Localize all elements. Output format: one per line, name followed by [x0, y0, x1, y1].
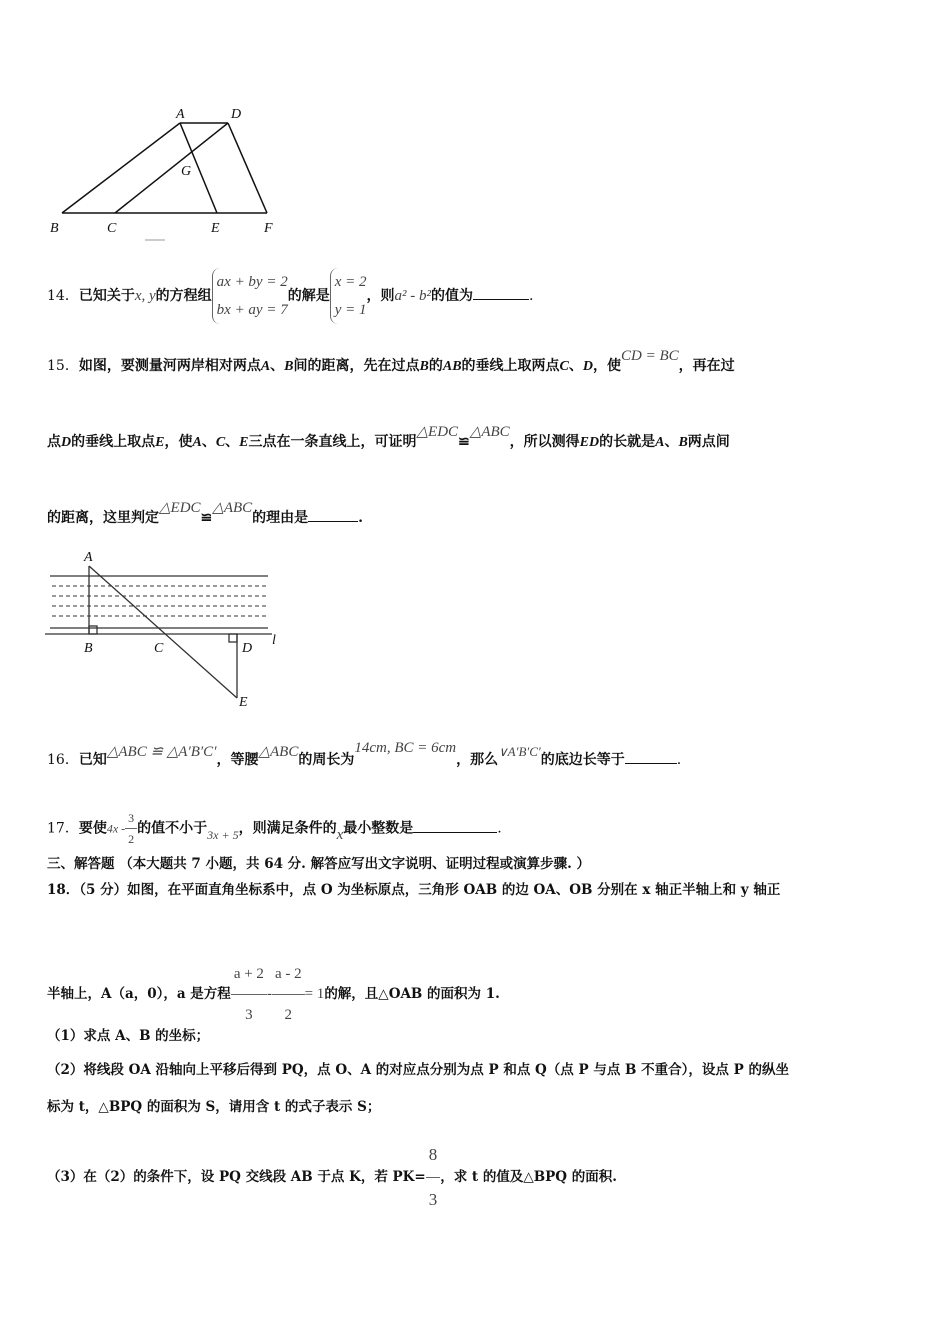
q17-expr-right: 3x + 5 [207, 827, 239, 842]
section-3-heading: 三、解答题 （本大题共 7 小题，共 64 分. 解答应写出文字说明、证明过程或演算步骤. ） [47, 856, 590, 872]
figure-river [40, 546, 290, 711]
question-18-part-1: （1）求点 A、B 的坐标； [47, 1028, 210, 1044]
label-e: E [211, 221, 220, 236]
q17-x: x [336, 826, 344, 843]
label-f: F [264, 221, 273, 236]
q14-solution: x = 2 y = 1 [330, 268, 367, 324]
q17-expr-left: 4x - [106, 821, 126, 836]
triangle-abc: △ABC [469, 424, 510, 440]
q14-expression: a² - b² [394, 288, 431, 304]
q14-vars: x, y [134, 288, 156, 304]
label-b: B [84, 641, 93, 656]
answer-blank-17 [413, 818, 497, 833]
q18-fraction-2: $\frac{a - 2}{2}$ [272, 954, 305, 1035]
label-e: E [239, 695, 248, 710]
question-15-line-1: 15．如图，要测量河两岸相对两点A、B间的距离，先在过点B的AB的垂线上取两点C、D，使CD = BC，再在过 [47, 348, 735, 374]
cd-equals-bc: CD = BC [621, 348, 679, 364]
question-18-part-2-line-2: 标为 t，△BPQ 的面积为 S，请用含 t 的式子表示 S； [47, 1099, 381, 1115]
figure-trapezoid [40, 100, 290, 245]
q14-system: ax + by = 2 bx + ay = 7 [212, 268, 288, 324]
question-18-line-1: 18．（5 分）如图，在平面直角坐标系中，点 O 为坐标原点，三角形 OAB 的边 OA、OB 分别在 x 轴正半轴上和 y 轴正 [47, 882, 781, 898]
question-14: 14．已知关于x, y的方程组ax + by = 2 bx + ay = 7的解是x = 2 y = 1，则a² - b²的值为 . [47, 268, 533, 324]
answer-blank-14 [473, 285, 529, 300]
triangle-edc-2: △EDC [159, 500, 201, 516]
q16-measures: 14cm, BC = 6cm [354, 740, 457, 756]
question-15-line-3: 的距离，这里判定△EDC≌△ABC的理由是 . [47, 500, 364, 526]
answer-blank-15 [308, 507, 358, 522]
question-18-part-2-line-1: （2）将线段 OA 沿轴向上平移后得到 PQ，点 O、A 的对应点分别为点 P 和点 Q（点 P 与点 B 不重合），设点 P 的纵坐 [47, 1062, 789, 1078]
question-17: 17．要使4x - $\frac{3}{2}$ 的值不小于3x + 5，则满足条件的x最小整数是 . [47, 808, 502, 849]
segment-df [228, 123, 267, 213]
right-angle-b [89, 626, 97, 634]
question-18-line-2: 半轴上，A（a，0），a 是方程 $\frac{a + 2}{3}$ - $\frac{a - 2}{2}$ = 1的解，且△OAB 的面积为 1. [47, 954, 500, 1035]
triangle-abc-2: △ABC [212, 500, 253, 516]
question-18-part-3: （3）在（2）的条件下，设 PQ 交线段 AB 于点 K，若 PK= $\frac{8}{3}$ ，求 t 的值及△BPQ 的面积. [47, 1133, 617, 1222]
q18-fraction-1: $\frac{a + 2}{3}$ [231, 954, 267, 1035]
question-15-line-2: 点D的垂线上取点E，使A、C、E三点在一条直线上，可证明△EDC≌△ABC，所以测得ED的长就是A、B两点间 [47, 424, 730, 450]
label-d: D [231, 107, 242, 122]
label-g: G [181, 164, 192, 179]
label-c: C [107, 221, 117, 236]
right-angle-d [229, 634, 237, 642]
triangle-edc: △EDC [416, 424, 459, 440]
q16-triangle-prime: ∨A′B′C′ [498, 744, 541, 759]
q16-congruence: △ABC ≌ △A′B′C′ [106, 744, 217, 760]
label-b: B [50, 221, 59, 236]
label-d: D [242, 641, 253, 656]
label-c: C [154, 641, 164, 656]
question-16: 16．已知△ABC ≌ △A′B′C′，等腰△ABC的周长为14cm, BC = 6cm，那么∨A′B′C′的底边长等于 . [47, 740, 682, 768]
label-a: A [176, 107, 185, 122]
q17-fraction: $\frac{3}{2}$ [125, 808, 137, 849]
label-l: l [272, 633, 276, 648]
q16-triangle: △ABC [258, 744, 299, 760]
segment-ba [62, 123, 180, 213]
answer-blank-16 [625, 749, 677, 764]
label-a: A [84, 550, 93, 565]
q18-fraction-pk: $\frac{8}{3}$ [426, 1133, 441, 1222]
